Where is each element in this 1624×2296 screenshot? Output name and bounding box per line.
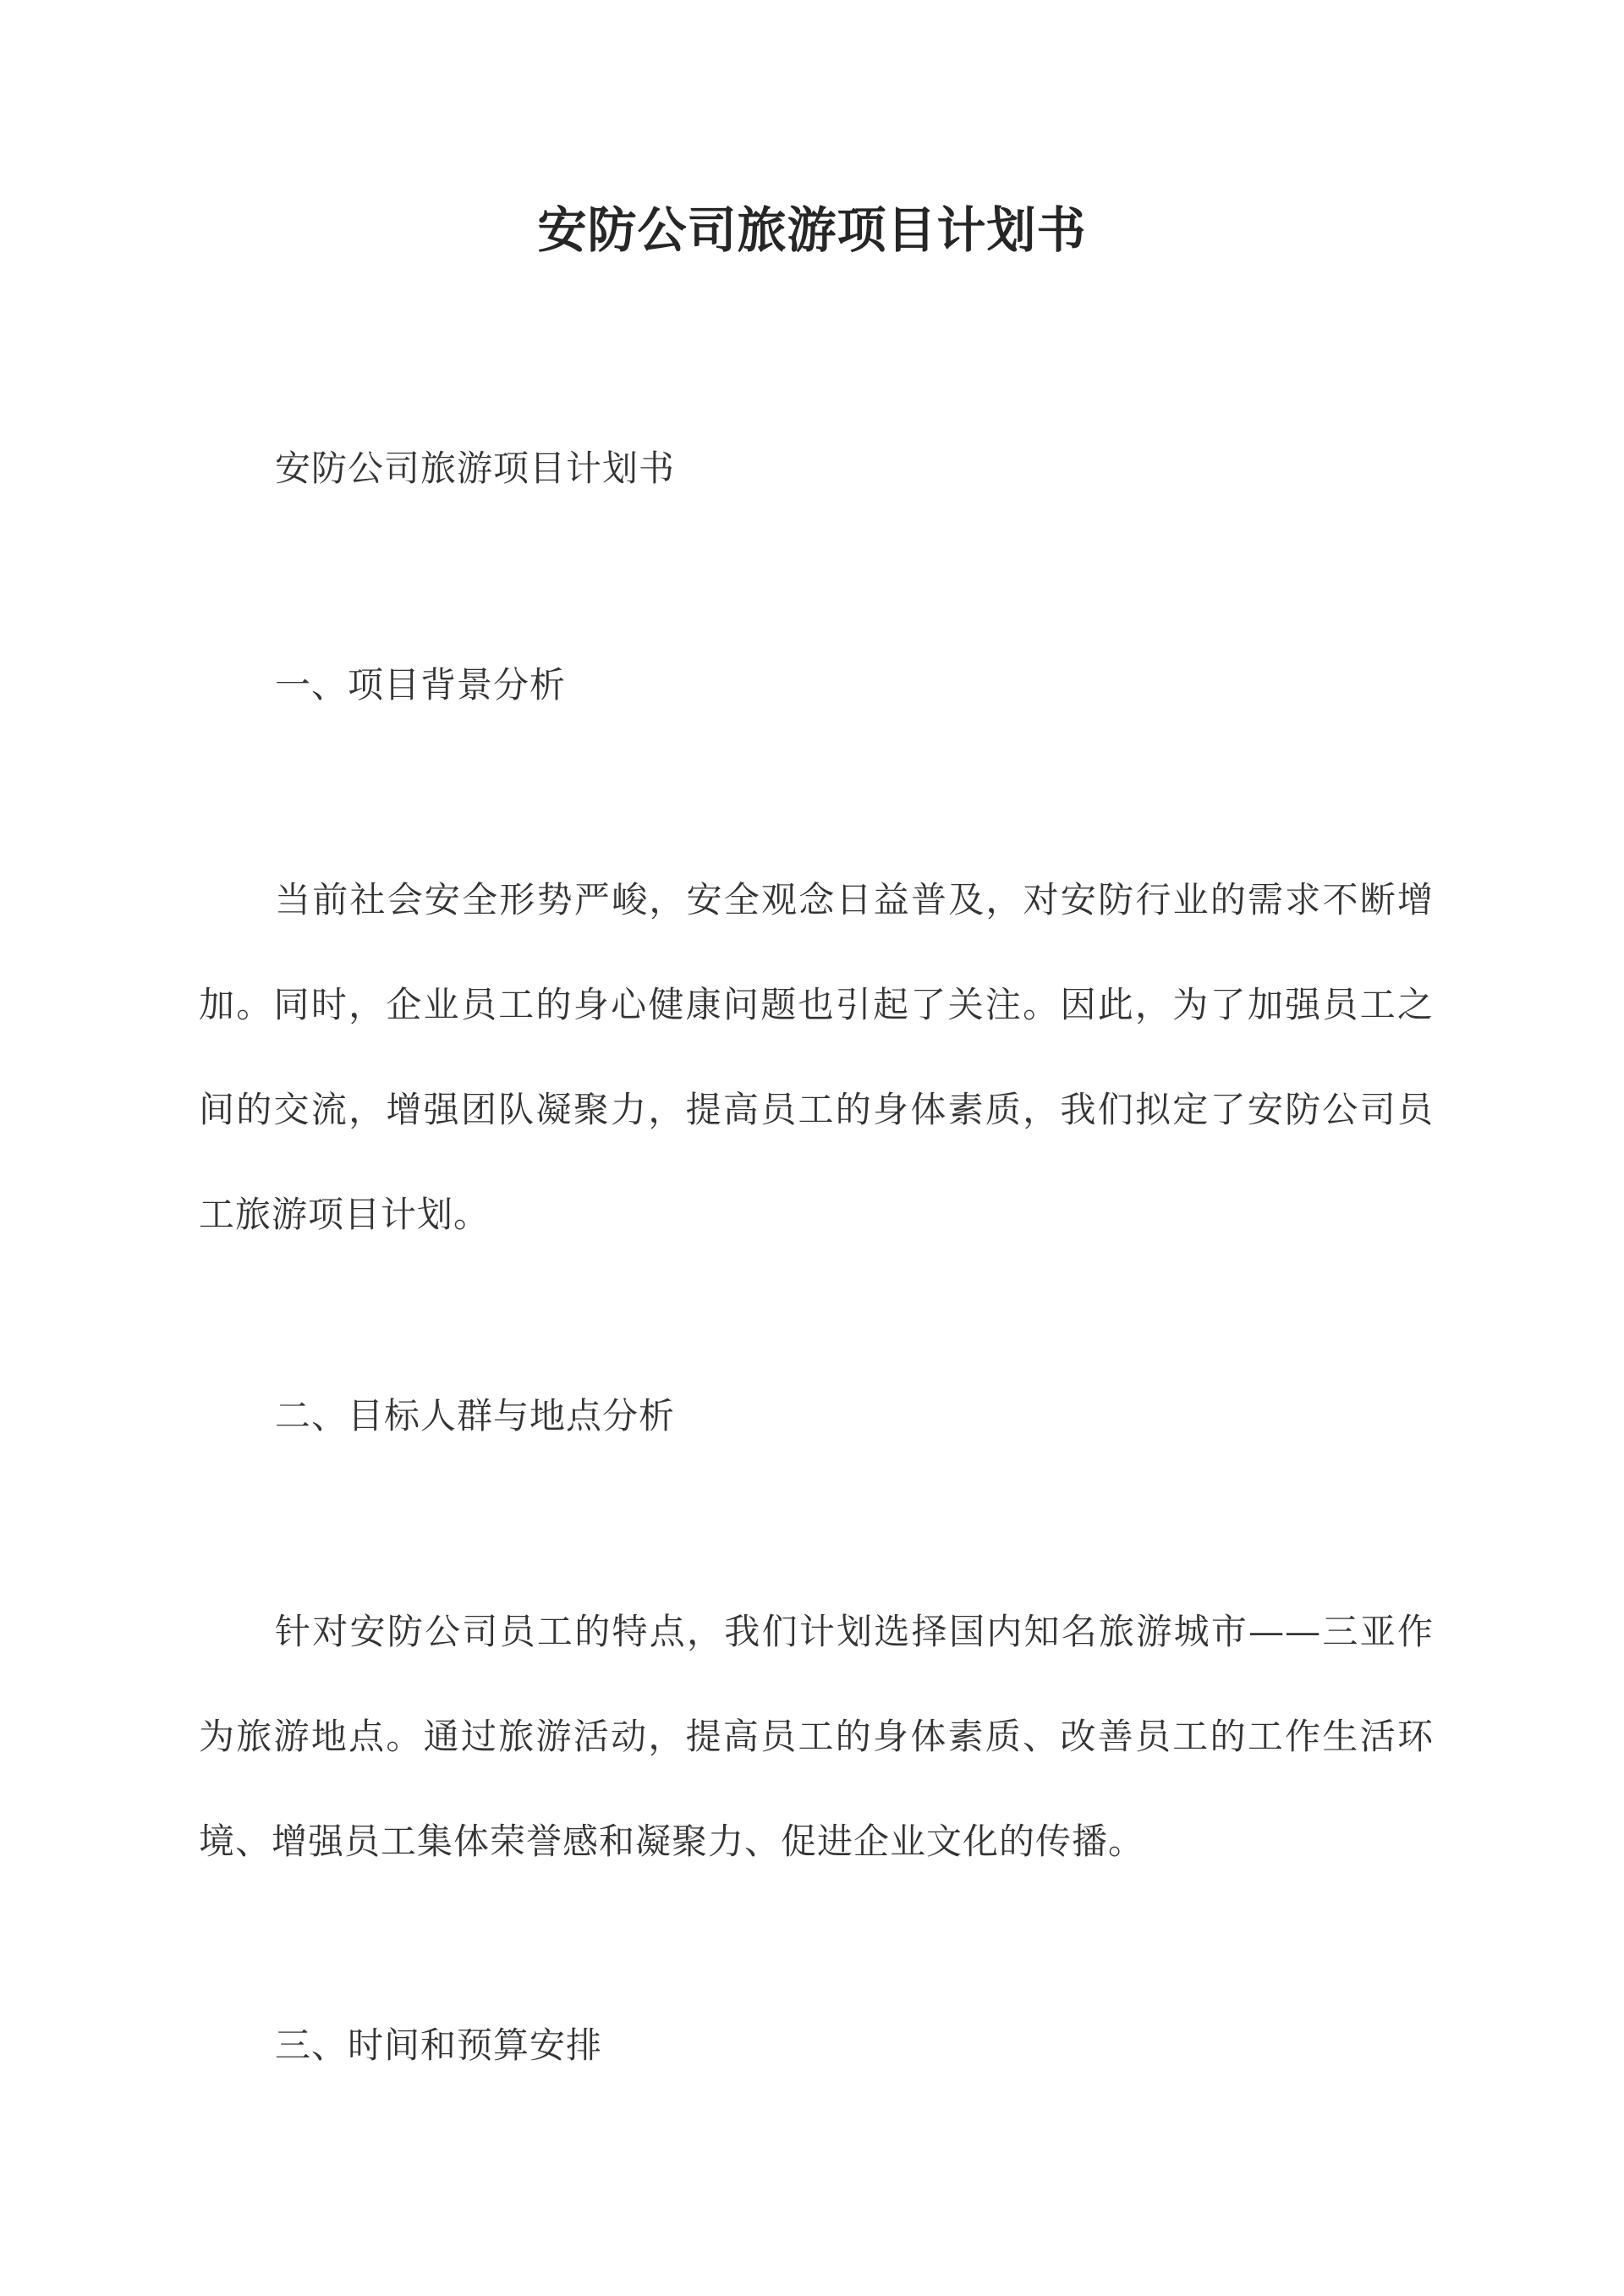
document-title: 安防公司旅游项目计划书: [537, 201, 1087, 259]
section-paragraph-1: 当前社会安全形势严峻，安全观念日益普及，对安防行业的需求不断增加。同时，企业员工的身心健康问题也引起了关注。因此，为了加强员工之间的交流，增强团队凝聚力，提高员工的身体素质，我们拟定了安防公司员工旅游项目计划。: [199, 879, 1434, 1235]
section-paragraph-2: 针对安防公司员工的特点，我们计划选择国内知名旅游城市——三亚作为旅游地点。通过旅游活动，提高员工的身体素质、改善员工的工作生活环境、增强员工集体荣誉感和凝聚力、促进企业文化的传播。: [199, 1611, 1434, 1862]
section-heading-2: 二、目标人群与地点分析: [275, 1395, 676, 1436]
document-subtitle: 安防公司旅游项目计划书: [275, 448, 676, 489]
section-heading-3: 三、时间和预算安排: [275, 2024, 603, 2066]
section-heading-1: 一、项目背景分析: [275, 664, 567, 706]
